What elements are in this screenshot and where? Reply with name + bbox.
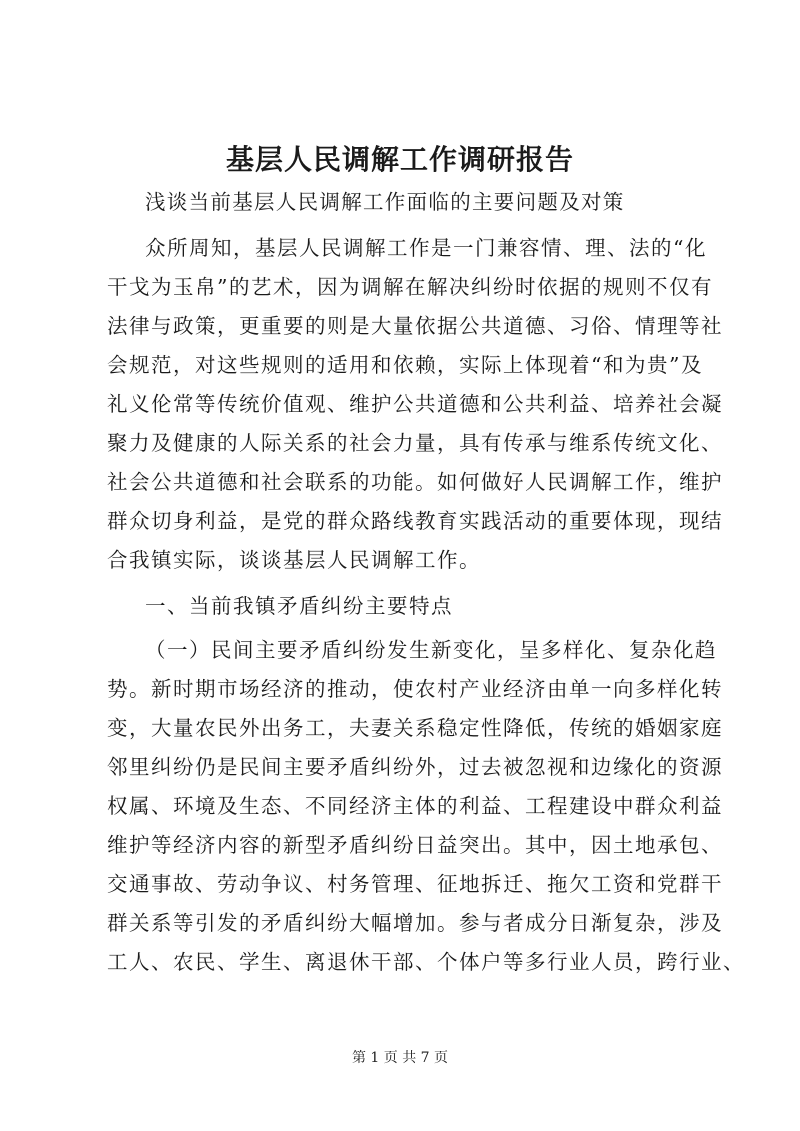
paragraph-line: 交通事故、劳动争议、村务管理、征地拆迁、拖欠工资和党群干 [107,872,723,896]
paragraph-line: （一）民间主要矛盾纠纷发生新变化，呈多样化、复杂化趋 [145,638,717,662]
paragraph-line: 干戈为玉帛”的艺术，因为调解在解决纠纷时依据的规则不仅有 [107,275,713,299]
paragraph-line: 工人、农民、学生、离退休干部、个体户等多行业人员，跨行业、 [107,950,745,974]
paragraph-line: 邻里纠纷仍是民间主要矛盾纠纷外，过去被忽视和边缘化的资源 [107,755,723,779]
paragraph-line: 群众切身利益，是党的群众路线教育实践活动的重要体现，现结 [107,509,723,533]
paragraph-line: 聚力及健康的人际关系的社会力量，具有传承与维系传统文化、 [107,431,723,455]
page-footer: 第 1 页 共 7 页 [351,1050,449,1066]
document-title: 基层人民调解工作调研报告 [225,143,574,176]
paragraph-line: 合我镇实际，谈谈基层人民调解工作。 [107,548,481,572]
section-heading: 一、当前我镇矛盾纠纷主要特点 [145,594,453,618]
paragraph-line: 礼义伦常等传统价值观、维护公共道德和公共利益、培养社会凝 [107,392,723,416]
document-subtitle: 浅谈当前基层人民调解工作面临的主要问题及对策 [145,190,625,214]
paragraph-line: 众所周知，基层人民调解工作是一门兼容情、理、法的“化 [145,236,707,260]
paragraph-line: 维护等经济内容的新型矛盾纠纷日益突出。其中，因土地承包、 [107,833,723,857]
paragraph-line: 社会公共道德和社会联系的功能。如何做好人民调解工作，维护 [107,470,723,494]
paragraph-line: 权属、环境及生态、不同经济主体的利益、工程建设中群众利益 [107,794,723,818]
paragraph-line: 群关系等引发的矛盾纠纷大幅增加。参与者成分日渐复杂，涉及 [107,911,723,935]
paragraph-line: 势。新时期市场经济的推动，使农村产业经济由单一向多样化转 [107,677,723,701]
paragraph-line: 法律与政策，更重要的则是大量依据公共道德、习俗、情理等社 [107,314,723,338]
paragraph-line: 会规范，对这些规则的适用和依赖，实际上体现着“和为贵”及 [107,353,703,377]
paragraph-line: 变，大量农民外出务工，夫妻关系稳定性降低，传统的婚姻家庭 [107,716,723,740]
